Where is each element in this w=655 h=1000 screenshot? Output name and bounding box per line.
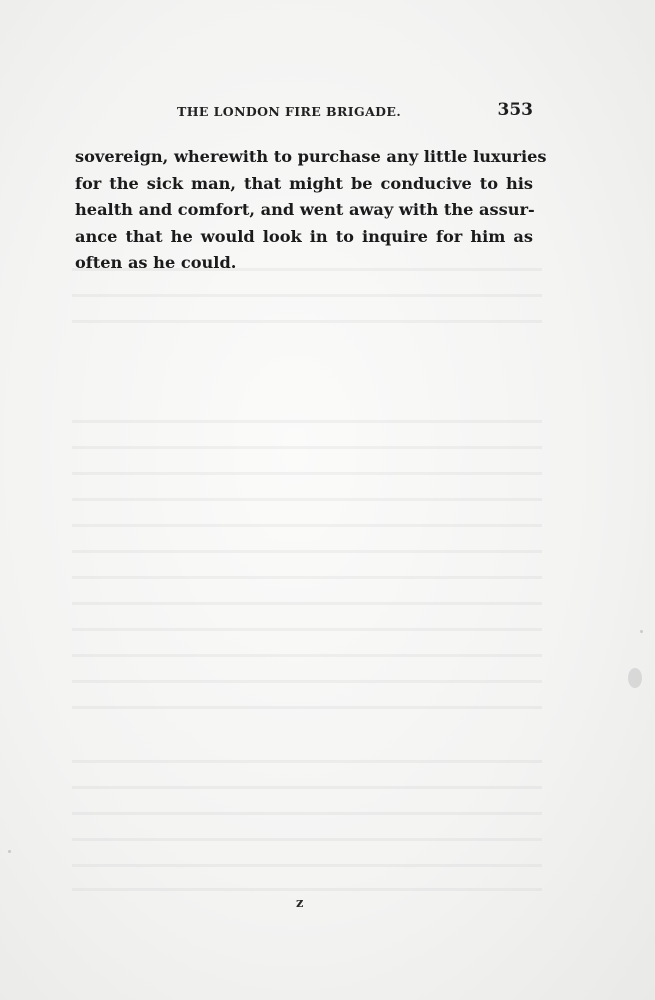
text-line: ance that he would look in to inquire for him as <box>75 226 533 246</box>
text-line: often as he could. <box>75 253 237 272</box>
bleed-through-line <box>72 680 542 683</box>
bleed-through-line <box>72 812 542 815</box>
bleed-through-line <box>72 320 542 323</box>
body-text <box>75 144 547 277</box>
paper-speck <box>640 630 643 633</box>
bleed-through-line <box>72 576 542 579</box>
text-line: health and comfort, and went away with the assur- <box>75 200 535 219</box>
paper-smudge <box>628 668 642 688</box>
running-head <box>75 100 533 124</box>
signature-mark: z <box>296 896 304 911</box>
bleed-through-line <box>72 498 542 501</box>
bleed-through-line <box>72 294 542 297</box>
bleed-through-line <box>72 838 542 841</box>
bleed-through-line <box>72 888 542 891</box>
bleed-through-line <box>72 420 542 423</box>
bleed-through-line <box>72 654 542 657</box>
text-line: sovereign, wherewith to purchase any little luxuries <box>75 147 547 166</box>
bleed-through-line <box>72 760 542 763</box>
text-line: for the sick man, that might be conducive to his <box>75 173 533 193</box>
bleed-through-line <box>72 706 542 709</box>
bleed-through-line <box>72 550 542 553</box>
bleed-through-line <box>72 786 542 789</box>
page-number: 353 <box>497 100 533 120</box>
bleed-through-line <box>72 524 542 527</box>
bleed-through-line <box>72 602 542 605</box>
bleed-through-line <box>72 628 542 631</box>
running-title: THE LONDON FIRE BRIGADE. <box>177 104 402 119</box>
paper-speck <box>8 850 11 853</box>
bleed-through-line <box>72 446 542 449</box>
bleed-through-line <box>72 472 542 475</box>
bleed-through-line <box>72 864 542 867</box>
